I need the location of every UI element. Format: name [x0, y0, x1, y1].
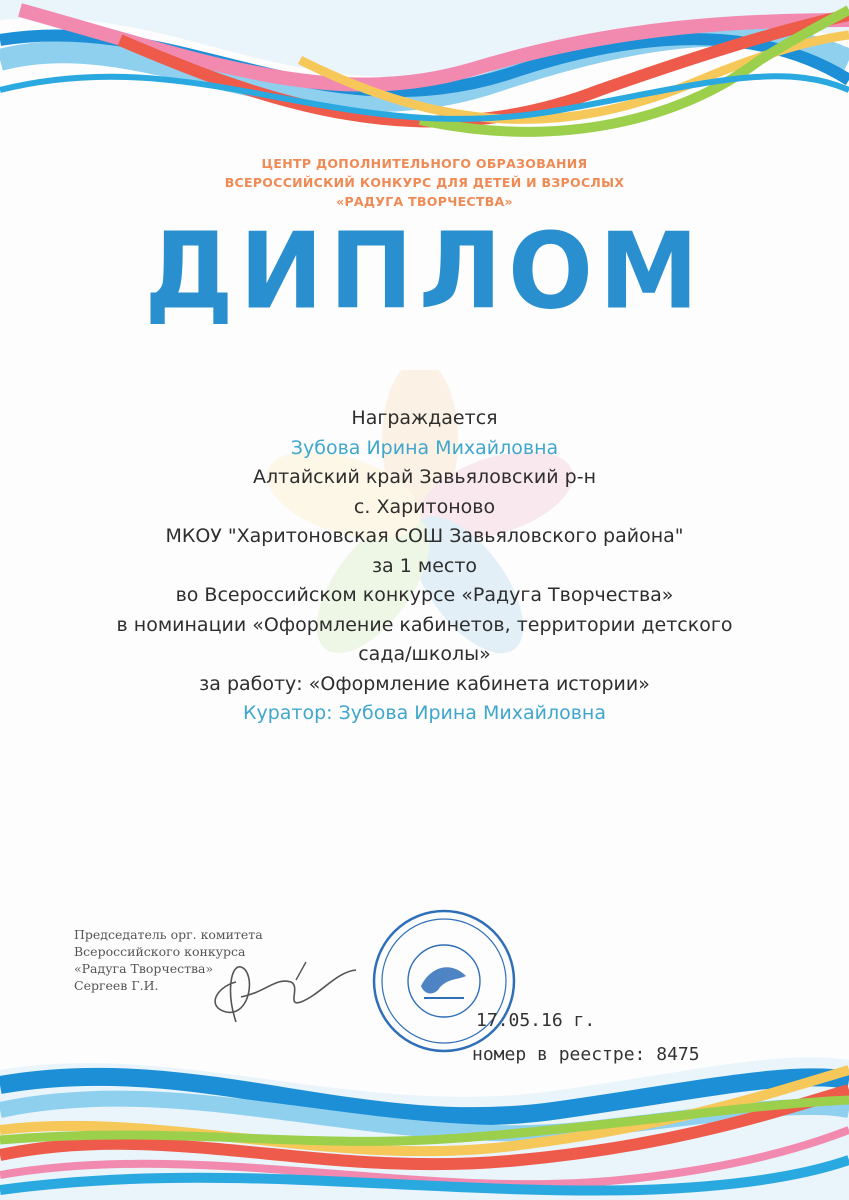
recipient-region: Алтайский край Завьяловский р-н — [252, 466, 597, 488]
header-line-3: «РАДУГА ТВОРЧЕСТВА» — [336, 194, 513, 209]
recipient-village: с. Харитоново — [353, 495, 496, 518]
header-line-2: ВСЕРОССИЙСКИЙ КОНКУРС ДЛЯ ДЕТЕЙ И ВЗРОСЛЫХ — [224, 175, 625, 190]
registry-label: номер в реестре: — [472, 1044, 646, 1065]
signature-line-1: Председатель орг. комитета — [74, 927, 263, 942]
nomination-line-1: в номинации «Оформление кабинетов, территории детского — [116, 613, 733, 636]
award-place: за 1 место — [371, 554, 478, 577]
award-text — [60, 404, 789, 729]
recipient-school: МКОУ "Харитоновская СОШ Завьяловского района" — [165, 525, 684, 547]
top-rainbow-waves — [0, 0, 849, 170]
registry-value: 8475 — [656, 1044, 700, 1065]
award-intro: Награждается — [351, 407, 498, 429]
contest-header — [0, 154, 849, 211]
work-title: за работу: «Оформление кабинета истории» — [199, 672, 650, 695]
recipient-name: Зубова Ирина Михайловна — [290, 436, 559, 459]
header-line-1: ЦЕНТР ДОПОЛНИТЕЛЬНОГО ОБРАЗОВАНИЯ — [261, 156, 588, 171]
handwritten-signature — [196, 952, 372, 1032]
curator-name: Куратор: Зубова Ирина Михайловна — [242, 702, 606, 724]
signature-line-3: «Радуга Творчества» — [74, 961, 214, 976]
issue-date: 17.05.16 г. — [476, 1010, 596, 1031]
bottom-rainbow-waves — [0, 1030, 849, 1200]
nomination-line-2: сада/школы» — [358, 643, 491, 665]
contest-name: во Всероссийском конкурсе «Радуга Творчества» — [175, 584, 674, 606]
signature-line-2: Всероссийского конкурса — [74, 944, 246, 959]
diploma-title: ДИПЛОМ — [144, 210, 705, 333]
signature-line-4: Сергеев Г.И. — [74, 978, 159, 993]
